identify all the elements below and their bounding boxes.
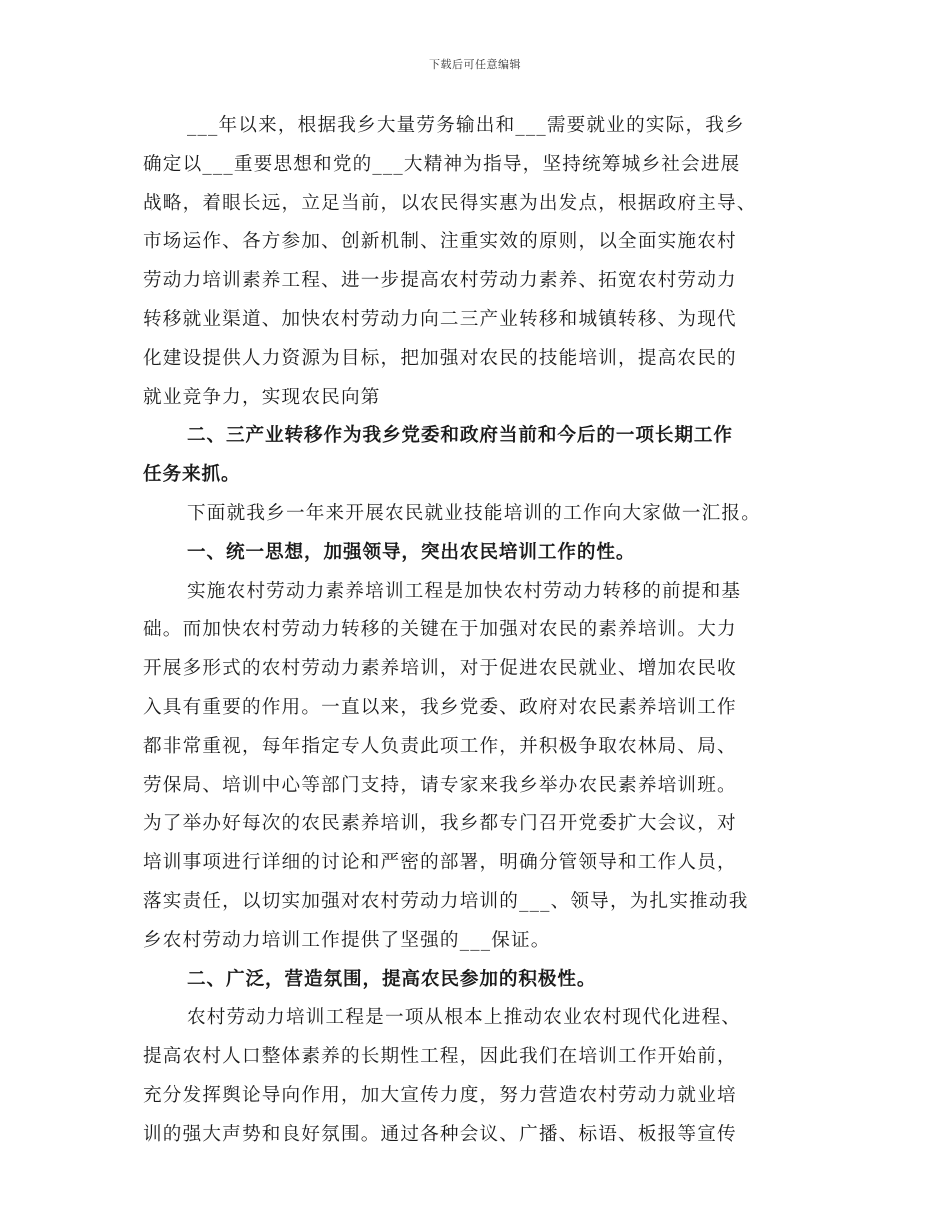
- paragraph-line: 劳保局、培训中心等部门支持，请专家来我乡举办农民素养培训班。: [143, 774, 737, 796]
- paragraph-line: 农村劳动力培训工程是一项从根本上推动农业农村现代化进程、: [187, 1007, 742, 1029]
- paragraph-line: 下面就我乡一年来开展农民就业技能培训的工作向大家做一汇报。: [187, 502, 762, 524]
- paragraph-line: 确定以___重要思想和党的___大精神为指导，坚持统筹城乡社会进展: [143, 153, 741, 175]
- paragraph-line: 都非常重视，每年指定专人负责此项工作，并积极争取农林局、局、: [143, 735, 737, 757]
- section-heading-line: 二、三产业转移作为我乡党委和政府当前和今后的一项长期工作: [187, 425, 733, 447]
- paragraph-line: 础。而加快农村劳动力转移的关键在于加强对农民的素养培训。大力: [143, 619, 737, 641]
- paragraph-line: 充分发挥舆论导向作用，加大宣传力度，努力营造农村劳动力就业培: [143, 1084, 737, 1106]
- paragraph-line: 转移就业渠道、加快农村劳动力向二三产业转移和城镇转移、为现代: [143, 308, 737, 330]
- paragraph-line: 就业竞争力，实现农民向第: [143, 386, 381, 408]
- paragraph-line: 市场运作、各方参加、创新机制、注重实效的原则，以全面实施农村: [143, 231, 737, 253]
- paragraph-line: 乡农村劳动力培训工作提供了坚强的___保证。: [143, 929, 551, 951]
- paragraph-line: 培训事项进行详细的讨论和严密的部署，明确分管领导和工作人员，: [143, 852, 737, 874]
- paragraph-line: 实施农村劳动力素养培训工程是加快农村劳动力转移的前提和基: [187, 580, 742, 602]
- paragraph-line: 提高农村人口整体素养的长期性工程，因此我们在培训工作开始前，: [143, 1046, 737, 1068]
- section-heading-line: 二、广泛，营造氛围，提高农民参加的积极性。: [187, 968, 597, 990]
- paragraph-line: 落实责任，以切实加强对农村劳动力培训的___、领导，为扎实推动我: [143, 890, 749, 912]
- paragraph-line: 为了举办好每次的农民素养培训，我乡都专门召开党委扩大会议，对: [143, 813, 737, 835]
- paragraph-line: 化建设提供人力资源为目标，把加强对农民的技能培训，提高农民的: [143, 347, 737, 369]
- paragraph-line: 训的强大声势和良好氛围。通过各种会议、广播、标语、板报等宣传: [143, 1123, 737, 1145]
- paragraph-line: 开展多形式的农村劳动力素养培训，对于促进农民就业、增加农民收: [143, 658, 737, 680]
- paragraph-line: 入具有重要的作用。一直以来，我乡党委、政府对农民素养培训工作: [143, 696, 737, 718]
- section-heading-line: 任务来抓。: [143, 464, 241, 486]
- section-heading-line: 一、统一思想，加强领导，突出农民培训工作的性。: [187, 541, 636, 563]
- paragraph-line: ___年以来，根据我乡大量劳务输出和___需要就业的实际，我乡: [187, 115, 745, 136]
- paragraph-line: 劳动力培训素养工程、进一步提高农村劳动力素养、拓宽农村劳动力: [143, 270, 737, 292]
- paragraph-line: 战略，着眼长远，立足当前，以农民得实惠为出发点，根据政府主导、: [143, 192, 757, 214]
- page-header-note: 下载后可任意编辑: [429, 58, 521, 71]
- document-body: [143, 107, 819, 1155]
